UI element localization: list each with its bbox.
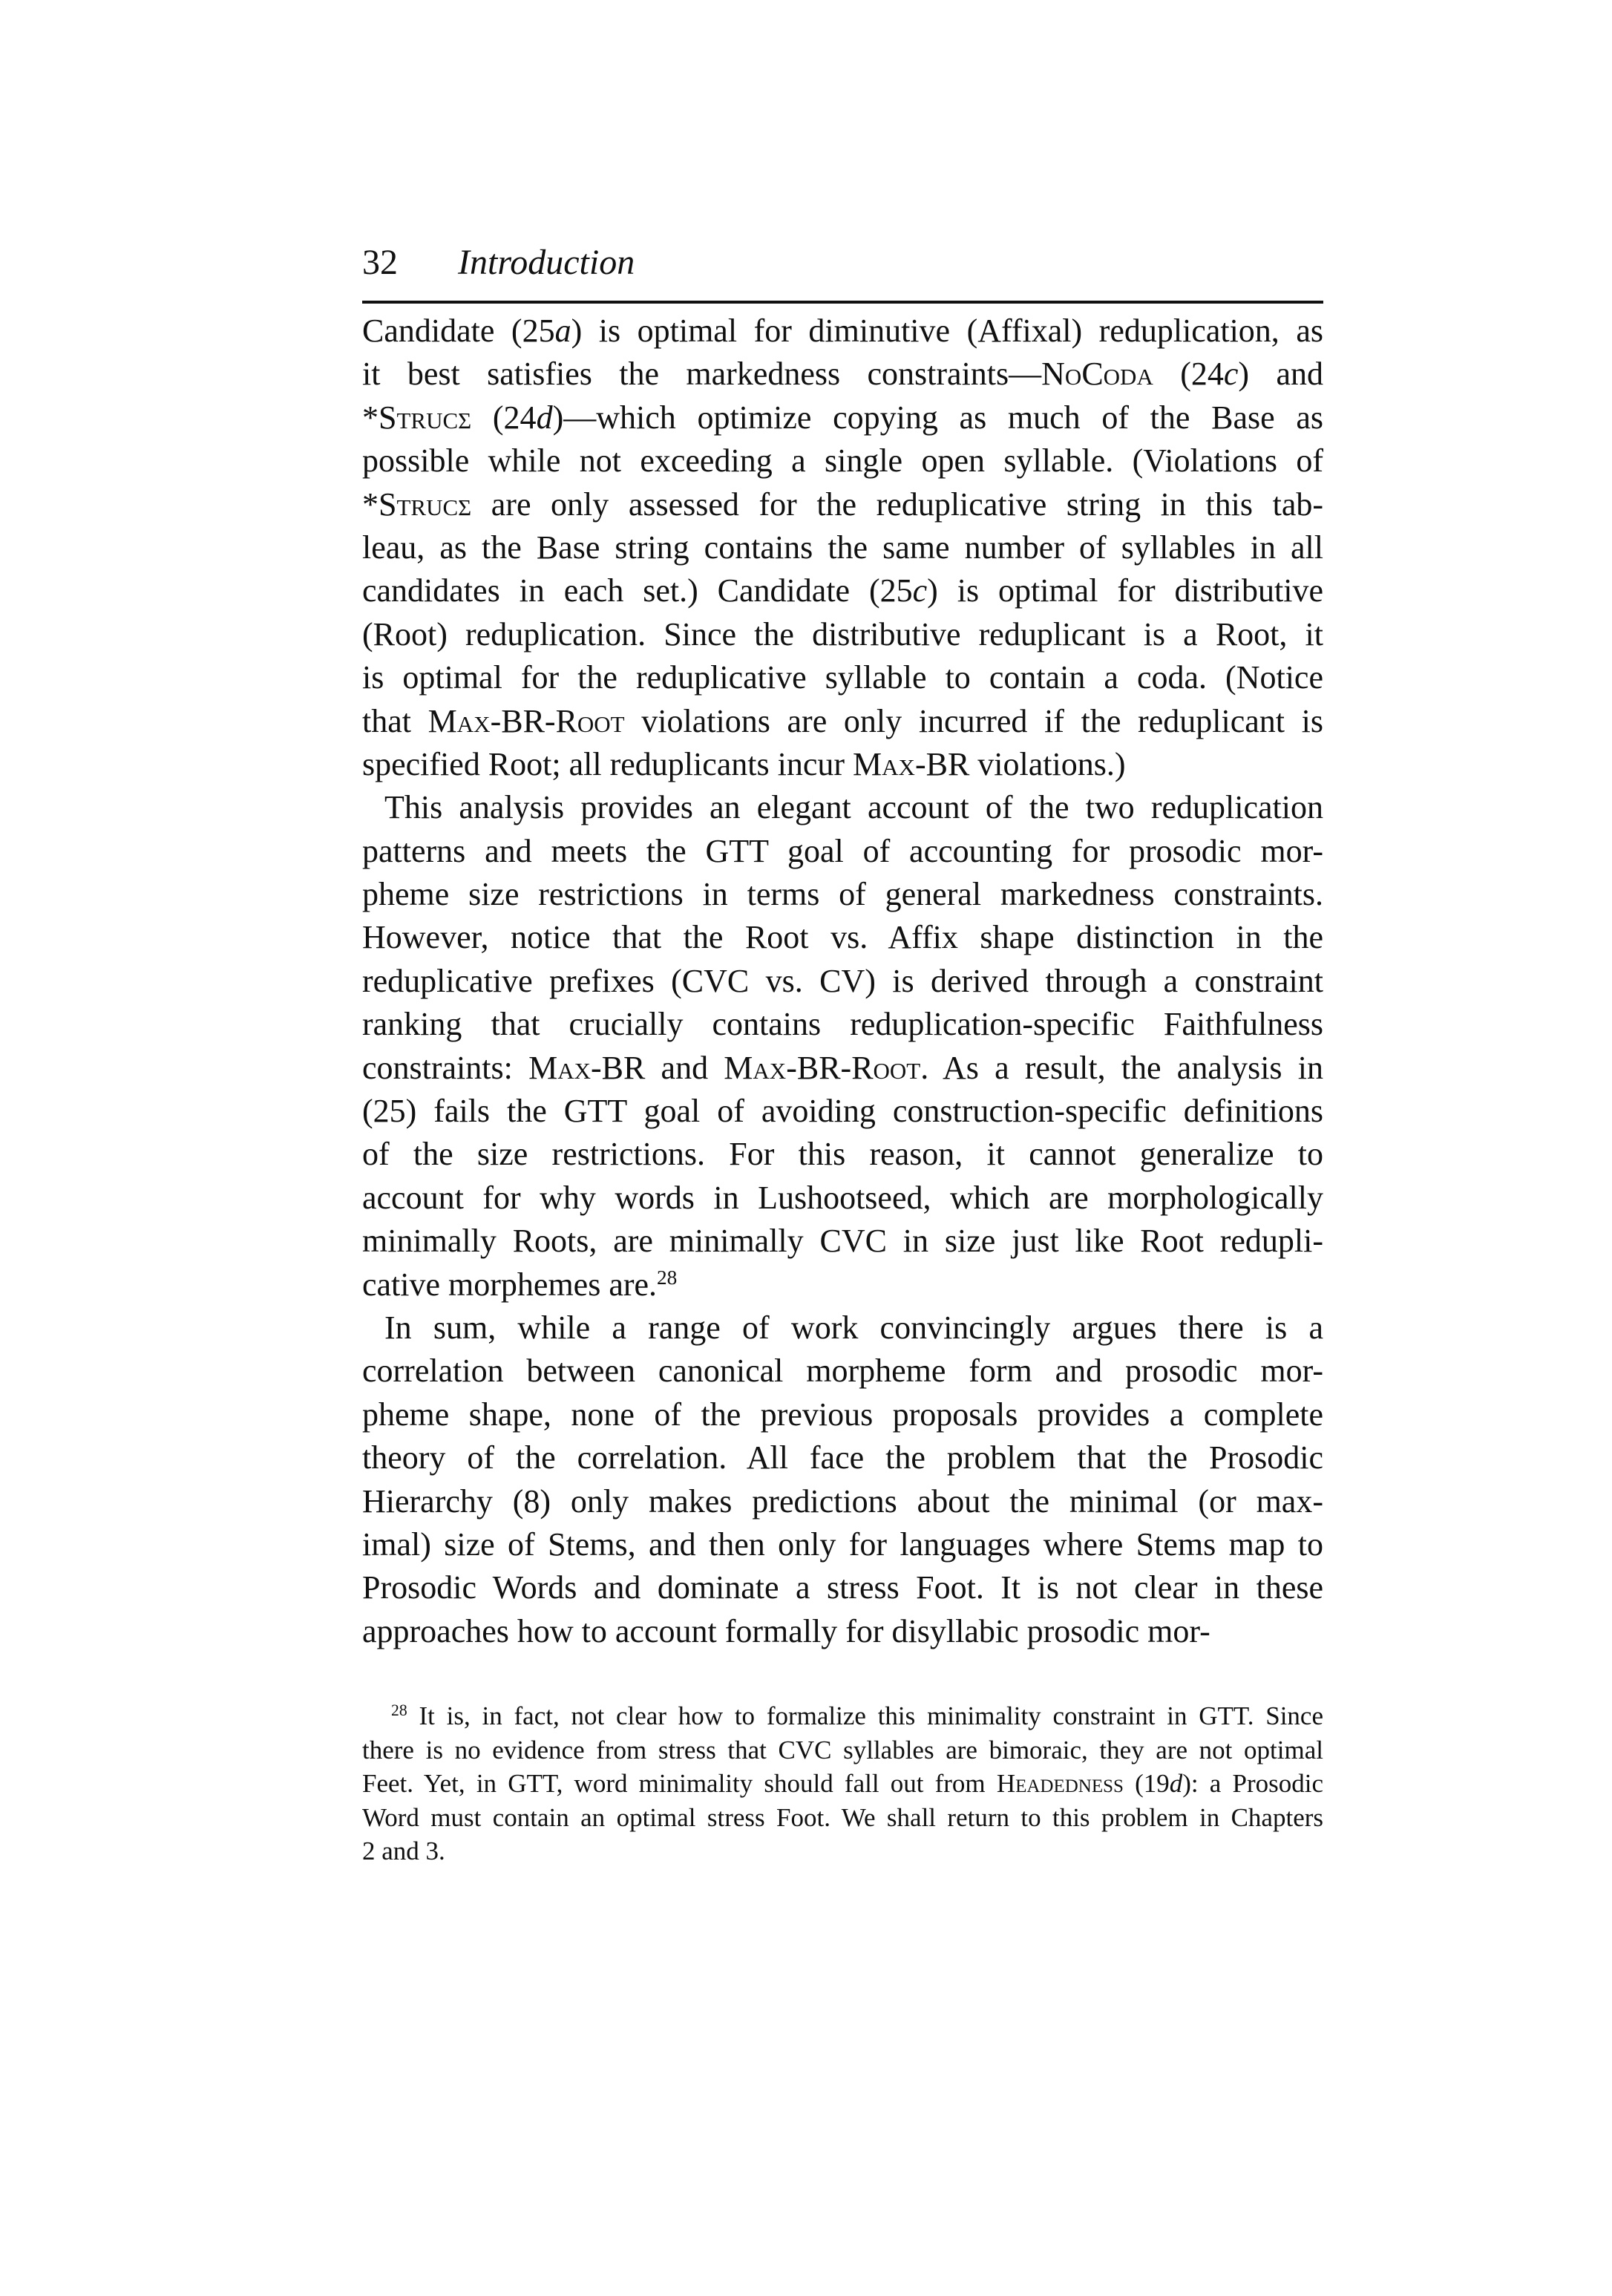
- text-run: . As a result, the analysis in: [920, 1049, 1323, 1086]
- footnote-line: [362, 1801, 1323, 1835]
- text-line: [362, 310, 1323, 353]
- text-line: [362, 700, 1323, 743]
- text-line: [362, 569, 1323, 612]
- text-run: This analysis provides an elegant account of the two reduplication: [384, 789, 1323, 826]
- footnote-line: [362, 1767, 1323, 1801]
- text-run: It is, in fact, not clear how to formalize this minimality constraint in GTT. Since: [407, 1701, 1323, 1730]
- text-line: [362, 1610, 1323, 1653]
- text-run: ) and: [1238, 356, 1323, 393]
- header-rule: [362, 301, 1323, 304]
- text-line: [362, 1523, 1323, 1566]
- text-run: (Root) reduplication. Since the distributive reduplicant is a Root, it: [362, 615, 1323, 653]
- small-caps-term: Max: [853, 745, 915, 782]
- text-run: Word must contain an optimal stress Foot. We shall return to this problem in Chapters: [362, 1802, 1323, 1832]
- text-run: account for why words in Lushootseed, which are morphologically: [362, 1179, 1323, 1216]
- text-run: Hierarchy (8) only makes predictions about the minimal (or max-: [362, 1482, 1323, 1520]
- small-caps-term: Root: [851, 1049, 921, 1086]
- text-line: [362, 830, 1323, 873]
- text-run: In sum, while a range of work convincingly argues there is a: [384, 1309, 1323, 1346]
- text-line: [362, 743, 1323, 786]
- footnote-marker: 28: [657, 1266, 678, 1289]
- small-caps-term: Max: [724, 1049, 787, 1086]
- small-caps-term: *Strucσ: [362, 485, 472, 523]
- text-run: approaches how to account formally for disyllabic prosodic mor-: [362, 1612, 1210, 1649]
- text-run: c: [1223, 356, 1239, 393]
- small-caps-term: Root: [555, 702, 625, 739]
- text-line: [362, 483, 1323, 526]
- small-caps-term: Headedness: [996, 1769, 1124, 1798]
- text-run: d: [1169, 1769, 1183, 1798]
- text-line: [362, 960, 1323, 1003]
- text-line: [362, 1393, 1323, 1436]
- text-run: candidates in each set.) Candidate (25: [362, 572, 913, 609]
- text-run: a: [554, 313, 571, 349]
- text-run: there is no evidence from stress that CVC syllables are bimoraic, they are not optimal: [362, 1735, 1323, 1764]
- text-run: ) is optimal for distributive: [927, 572, 1323, 609]
- footnote-line: [362, 1699, 1323, 1733]
- text-line: [362, 1133, 1323, 1176]
- text-run: that: [362, 702, 428, 739]
- running-title: Introduction: [458, 243, 635, 282]
- text-run: Prosodic Words and dominate a stress Foot. It is not clear in these: [362, 1569, 1323, 1606]
- text-run: constraints:: [362, 1049, 529, 1086]
- footnote-28: [362, 1699, 1323, 1868]
- text-run: )—which optimize copying as much of the Base as: [552, 399, 1324, 436]
- text-line: [362, 526, 1323, 569]
- text-line: [362, 786, 1323, 829]
- text-run: -BR-: [490, 702, 556, 739]
- text-run: leau, as the Base string contains the same number of syllables in all: [362, 529, 1323, 566]
- text-run: (24: [471, 399, 537, 436]
- text-run: violations are only incurred if the reduplicant is: [624, 702, 1323, 739]
- footnote-line: [362, 1733, 1323, 1767]
- text-run: imal) size of Stems, and then only for languages where Stems map to: [362, 1525, 1323, 1563]
- footnote-line: [362, 1834, 1323, 1868]
- text-line: [362, 1263, 1323, 1306]
- text-line: [362, 1350, 1323, 1393]
- small-caps-term: Max: [427, 702, 491, 739]
- text-run: However, notice that the Root vs. Affix shape distinction in the: [362, 919, 1323, 956]
- text-run: of the size restrictions. For this reason, it cannot generalize to: [362, 1136, 1323, 1173]
- text-run: patterns and meets the GTT goal of accounting for prosodic mor-: [362, 832, 1323, 869]
- text-line: [362, 439, 1323, 483]
- text-line: [362, 1003, 1323, 1046]
- text-run: Feet. Yet, in GTT, word minimality should fall out from: [362, 1769, 997, 1798]
- text-run: correlation between canonical morpheme form and prosodic mor-: [362, 1353, 1323, 1390]
- text-run: is optimal for the reduplicative syllable to contain a coda. (Notice: [362, 659, 1323, 696]
- small-caps-term: *Strucσ: [362, 399, 472, 436]
- text-line: [362, 1220, 1323, 1263]
- text-run: (25) fails the GTT goal of avoiding construction-specific definitions: [362, 1093, 1323, 1130]
- text-line: [362, 396, 1323, 439]
- page-number: 32: [362, 243, 398, 282]
- text-line: [362, 873, 1323, 916]
- text-line: [362, 613, 1323, 656]
- text-line: [362, 1566, 1323, 1609]
- small-caps-term: NoCoda: [1041, 356, 1153, 393]
- text-run: -BR violations.): [914, 745, 1126, 782]
- text-run: Candidate (25: [362, 313, 555, 349]
- text-run: ranking that crucially contains reduplication-specific Faithfulness: [362, 1006, 1323, 1043]
- text-line: [362, 1090, 1323, 1133]
- text-run: pheme size restrictions in terms of general markedness constraints.: [362, 876, 1323, 913]
- text-line: [362, 1436, 1323, 1479]
- text-line: [362, 353, 1323, 396]
- text-run: ) is optimal for diminutive (Affixal) reduplication, as: [571, 313, 1323, 349]
- text-run: cative morphemes are.: [362, 1266, 658, 1303]
- text-run: -BR and: [590, 1049, 724, 1086]
- text-line: [362, 1177, 1323, 1220]
- text-line: [362, 656, 1323, 699]
- text-run: possible while not exceeding a single open syllable. (Violations of: [362, 442, 1323, 480]
- paragraph: [362, 1306, 1323, 1653]
- text-run: minimally Roots, are minimally CVC in size just like Root redupli-: [362, 1223, 1323, 1260]
- text-run: pheme shape, none of the previous proposals provides a complete: [362, 1396, 1323, 1433]
- running-header: [362, 245, 1323, 281]
- text-run: c: [912, 572, 928, 609]
- text-run: reduplicative prefixes (CVC vs. CV) is derived through a constraint: [362, 962, 1323, 999]
- paragraph: [362, 310, 1323, 786]
- text-run: (24: [1153, 356, 1224, 393]
- text-run: specified Root; all reduplicants incur: [362, 745, 853, 782]
- body-text: [362, 310, 1323, 1653]
- text-run: -BR-: [786, 1049, 852, 1086]
- text-run: 2 and 3.: [362, 1837, 445, 1865]
- text-run: ): a Prosodic: [1182, 1769, 1324, 1798]
- small-caps-term: Max: [528, 1049, 591, 1086]
- paragraph: [362, 786, 1323, 1306]
- text-run: (19: [1123, 1769, 1170, 1798]
- text-run: theory of the correlation. All face the problem that the Prosodic: [362, 1439, 1323, 1476]
- text-line: [362, 1306, 1323, 1350]
- text-line: [362, 916, 1323, 959]
- text-run: it best satisfies the markedness constraints—: [362, 356, 1042, 393]
- text-run: are only assessed for the reduplicative string in this tab-: [471, 485, 1323, 523]
- text-line: [362, 1047, 1323, 1090]
- footnote-marker: 28: [391, 1701, 407, 1720]
- text-run: d: [536, 399, 553, 436]
- text-line: [362, 1480, 1323, 1523]
